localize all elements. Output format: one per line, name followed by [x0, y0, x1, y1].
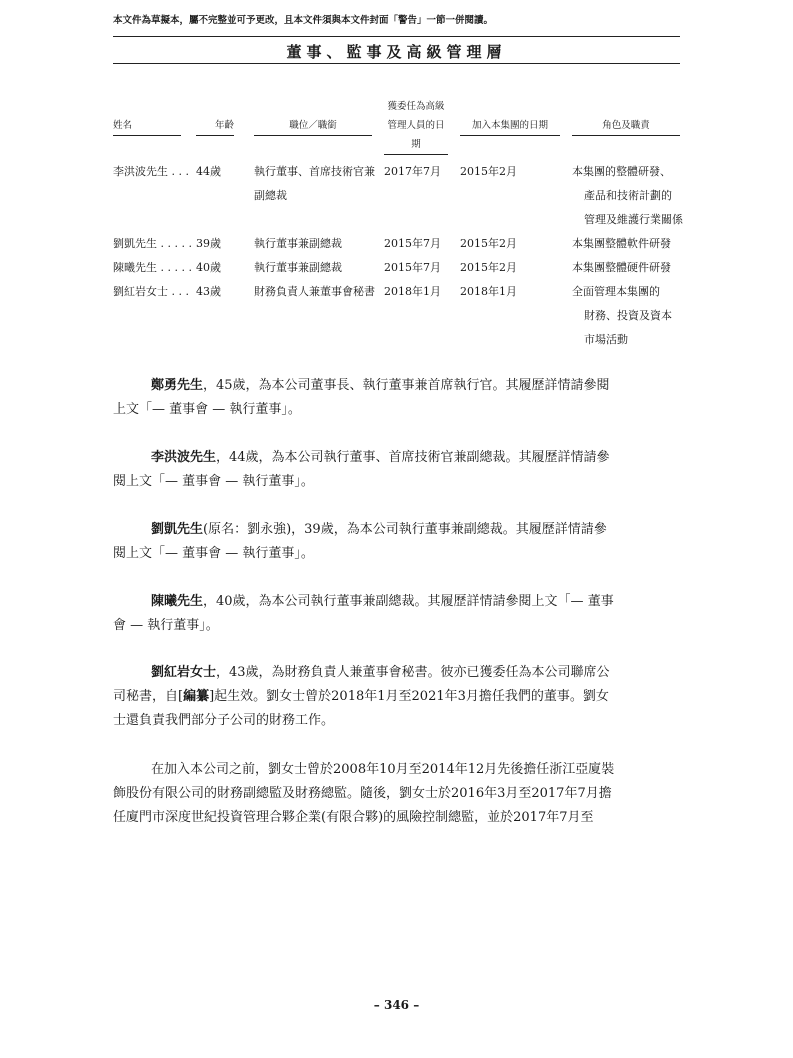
row3-appoint: 2015年7月: [384, 261, 441, 274]
bio-name: 劉凱先生: [151, 522, 204, 537]
row4-role-line3: 市場活動: [584, 333, 628, 346]
page-number: – 346 –: [373, 998, 420, 1012]
row3-age: 40歲: [196, 261, 221, 274]
row1-age: 44歲: [196, 165, 221, 178]
row1-role-line3: 管理及維護行業關係: [584, 213, 683, 226]
draft-notice: 本文件為草擬本，屬不完整並可予更改，且本文件須與本文件封面「警告」一節一併閱讀。: [113, 15, 494, 26]
row4-name: 劉紅岩女士 . . .: [113, 285, 189, 298]
row1-role-line2: 產品和技術計劃的: [584, 189, 672, 202]
bio-paragraph-prior-experience: 在加入本公司之前，劉女士曾於2008年10月至2014年12月先後擔任浙江亞廈裝 飾股份有限公司的財務副總監及財務總監。隨後，劉女士於2016年3月至2017年7月擔 任廈門市深度世紀投資管理合夥企業(有限合夥)的風險控制總監，並於2017年7月至: [113, 762, 615, 825]
header-position: 職位／職銜: [254, 116, 372, 136]
redacted-marker: 編纂: [183, 689, 210, 704]
title-rule: [113, 63, 680, 64]
row2-age: 39歲: [196, 237, 221, 250]
row3-name: 陳曦先生 . . . . .: [113, 261, 192, 274]
header-age: 年齡: [196, 116, 234, 136]
row2-appoint: 2015年7月: [384, 237, 441, 250]
bio-name: 鄭勇先生: [151, 378, 204, 393]
row2-join: 2015年2月: [460, 237, 517, 250]
header-join-date: 加入本集團的日期: [460, 116, 560, 136]
header-appointment-date: 獲委任為高級 管理人員的日期: [384, 97, 448, 155]
bio-paragraph-chen: 陳曦先生，40歲，為本公司執行董事兼副總裁。其履歷詳情請參閱上文「— 董事 會 — 執行董事」。: [113, 594, 614, 633]
row1-position-line2: 副總裁: [254, 189, 287, 202]
row4-role-line2: 財務、投資及資本: [584, 309, 672, 322]
section-title: 董事、監事及高級管理層: [286, 43, 507, 61]
row4-role-line1: 全面管理本集團的: [572, 285, 660, 298]
row3-position: 執行董事兼副總裁: [254, 261, 342, 274]
bio-paragraph-liu-hongyan: 劉紅岩女士，43歲，為財務負責人兼董事會秘書。彼亦已獲委任為本公司聯席公 司秘書，自[編纂]起生效。劉女士曾於2018年1月至2021年3月擔任我們的董事。劉女 士還負責我們部分子公司的財務工作。: [113, 665, 610, 728]
row2-position: 執行董事兼副總裁: [254, 237, 342, 250]
row4-position: 財務負責人兼董事會秘書: [254, 285, 375, 298]
row1-name: 李洪波先生 . . .: [113, 165, 189, 178]
row2-role: 本集團整體軟件研發: [572, 237, 671, 250]
bio-paragraph-li: 李洪波先生，44歲，為本公司執行董事、首席技術官兼副總裁。其履歷詳情請參 閱上文「— 董事會 — 執行董事」。: [113, 450, 610, 489]
bio-name: 李洪波先生: [151, 450, 217, 465]
bio-name: 劉紅岩女士: [151, 665, 217, 680]
bio-name: 陳曦先生: [151, 594, 204, 609]
bio-paragraph-zheng: 鄭勇先生，45歲，為本公司董事長、執行董事兼首席執行官。其履歷詳情請參閱 上文「— 董事會 — 執行董事」。: [113, 378, 610, 417]
header-role: 角色及職責: [572, 116, 680, 136]
header-name: 姓名: [113, 116, 181, 136]
row1-appoint: 2017年7月: [384, 165, 441, 178]
bio-paragraph-liu-kai: 劉凱先生(原名：劉永強)，39歲，為本公司執行董事兼副總裁。其履歷詳情請參 閱上文「— 董事會 — 執行董事」。: [113, 522, 607, 561]
row3-join: 2015年2月: [460, 261, 517, 274]
row1-join: 2015年2月: [460, 165, 517, 178]
row1-role-line1: 本集團的整體研發、: [572, 165, 671, 178]
row1-position-line1: 執行董事、首席技術官兼: [254, 165, 375, 178]
row2-name: 劉凱先生 . . . . .: [113, 237, 192, 250]
row3-role: 本集團整體硬件研發: [572, 261, 671, 274]
row4-appoint: 2018年1月: [384, 285, 441, 298]
row4-join: 2018年1月: [460, 285, 517, 298]
top-rule: [113, 36, 680, 37]
row4-age: 43歲: [196, 285, 221, 298]
